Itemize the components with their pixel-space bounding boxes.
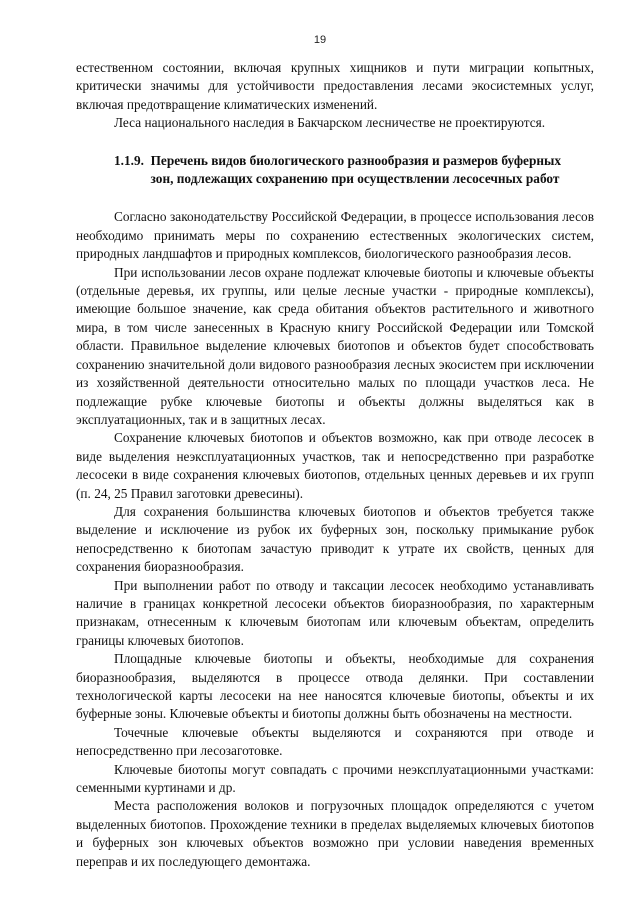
- section-title-line2: зон, подлежащих сохранению при осуществлении лесосечных работ: [150, 171, 560, 187]
- paragraph-protection: При использовании лесов охране подлежат ключевые биотопы и ключевые объекты (отдельные деревья, их группы, или целые лесные участки - природные комплексы), имеющие большое значение, как среда обитания объектов растительного и животного мира, в том числе занесенных в Красную книгу Российской Федерации или Томской области. Правильное выделение ключевых биотопов и объектов будет способствовать сохранению значительной доли видового разнообразия лесных экосистем при исключении из хозяйственной деятельности относительно малых по площади участков леса. Не подлежащие рубке ключевые биотопы и объекты должны выделяться как в эксплуатационных, так и в защитных лесах.: [76, 264, 594, 427]
- paragraph-coinciding-areas: Ключевые биотопы могут совпадать с прочими неэксплуатационными участками: семенными куртинами и др.: [76, 761, 594, 796]
- paragraph-skid-trails: Места расположения волоков и погрузочных площадок определяются с учетом выделенных биотопов. Прохождение техники в пределах выделяемых ключевых биотопов и буферных зон ключевых объектов возможно при условии наведения временных переправ и их последующего демонтажа.: [76, 798, 594, 869]
- paragraph-areal-biotopes: Площадные ключевые биотопы и объекты, необходимые для сохранения биоразнообразия, выделяются в процессе отвода делянки. При составлении технологической карты лесосеки на нее наносятся ключевые биотопы, объекты и их буферные зоны. Ключевые объекты и биотопы должны быть обозначены на местности.: [76, 651, 594, 722]
- paragraph-point-objects: Точечные ключевые объекты выделяются и сохраняются при отводе и непосредственно при лесозаготовке.: [76, 724, 594, 759]
- paragraph-buffer-zones: Для сохранения большинства ключевых биотопов и объектов требуется также выделение и исключение из рубок их буферных зон, поскольку примыкание рубок непосредственно к биотопам зачастую приводит к утрате их свойств, ценных для сохранения биоразнообразия.: [76, 503, 594, 575]
- paragraph-legislation: Согласно законодательству Российской Федерации, в процессе использования лесов необходимо принимать меры по сохранению естественных экологических систем, природных ландшафтов и природных комплексов, биологического разнообразия лесов.: [76, 209, 594, 262]
- page-body: [76, 58, 594, 871]
- section-title-line1: Перечень видов биологического разнообразия и размеров буферных: [150, 152, 562, 168]
- section-heading: [76, 152, 594, 189]
- section-heading-line1: [76, 152, 594, 170]
- paragraph-preservation: Сохранение ключевых биотопов и объектов возможно, как при отводе лесосек в виде выделения неэксплуатационных участков, так и непосредственно при разработке лесосеки в виде сохранения ключевых биотопов, отдельных ценных деревьев и их групп (п. 24, 25 Правил заготовки древесины).: [76, 430, 594, 501]
- paragraph-national-heritage: Леса национального наследия в Бакчарском лесничестве не проектируются.: [114, 115, 546, 131]
- paragraph-allotment-work: При выполнении работ по отводу и таксации лесосек необходимо устанавливать наличие в границах конкретной лесосеки объектов биоразнообразия, по характерным признакам, отнесенным к ключевым биотопам или ключевым объектам, определить границы ключевых биотопов.: [76, 577, 594, 648]
- paragraph-continued: естественном состоянии, включая крупных хищников и пути миграции копытных, критически значимы для устойчивости предоставления лесами экосистемных услуг, включая предотвращение климатических изменений.: [76, 60, 594, 112]
- section-number: 1.1.9.: [114, 152, 144, 168]
- page-number: 19: [313, 34, 327, 46]
